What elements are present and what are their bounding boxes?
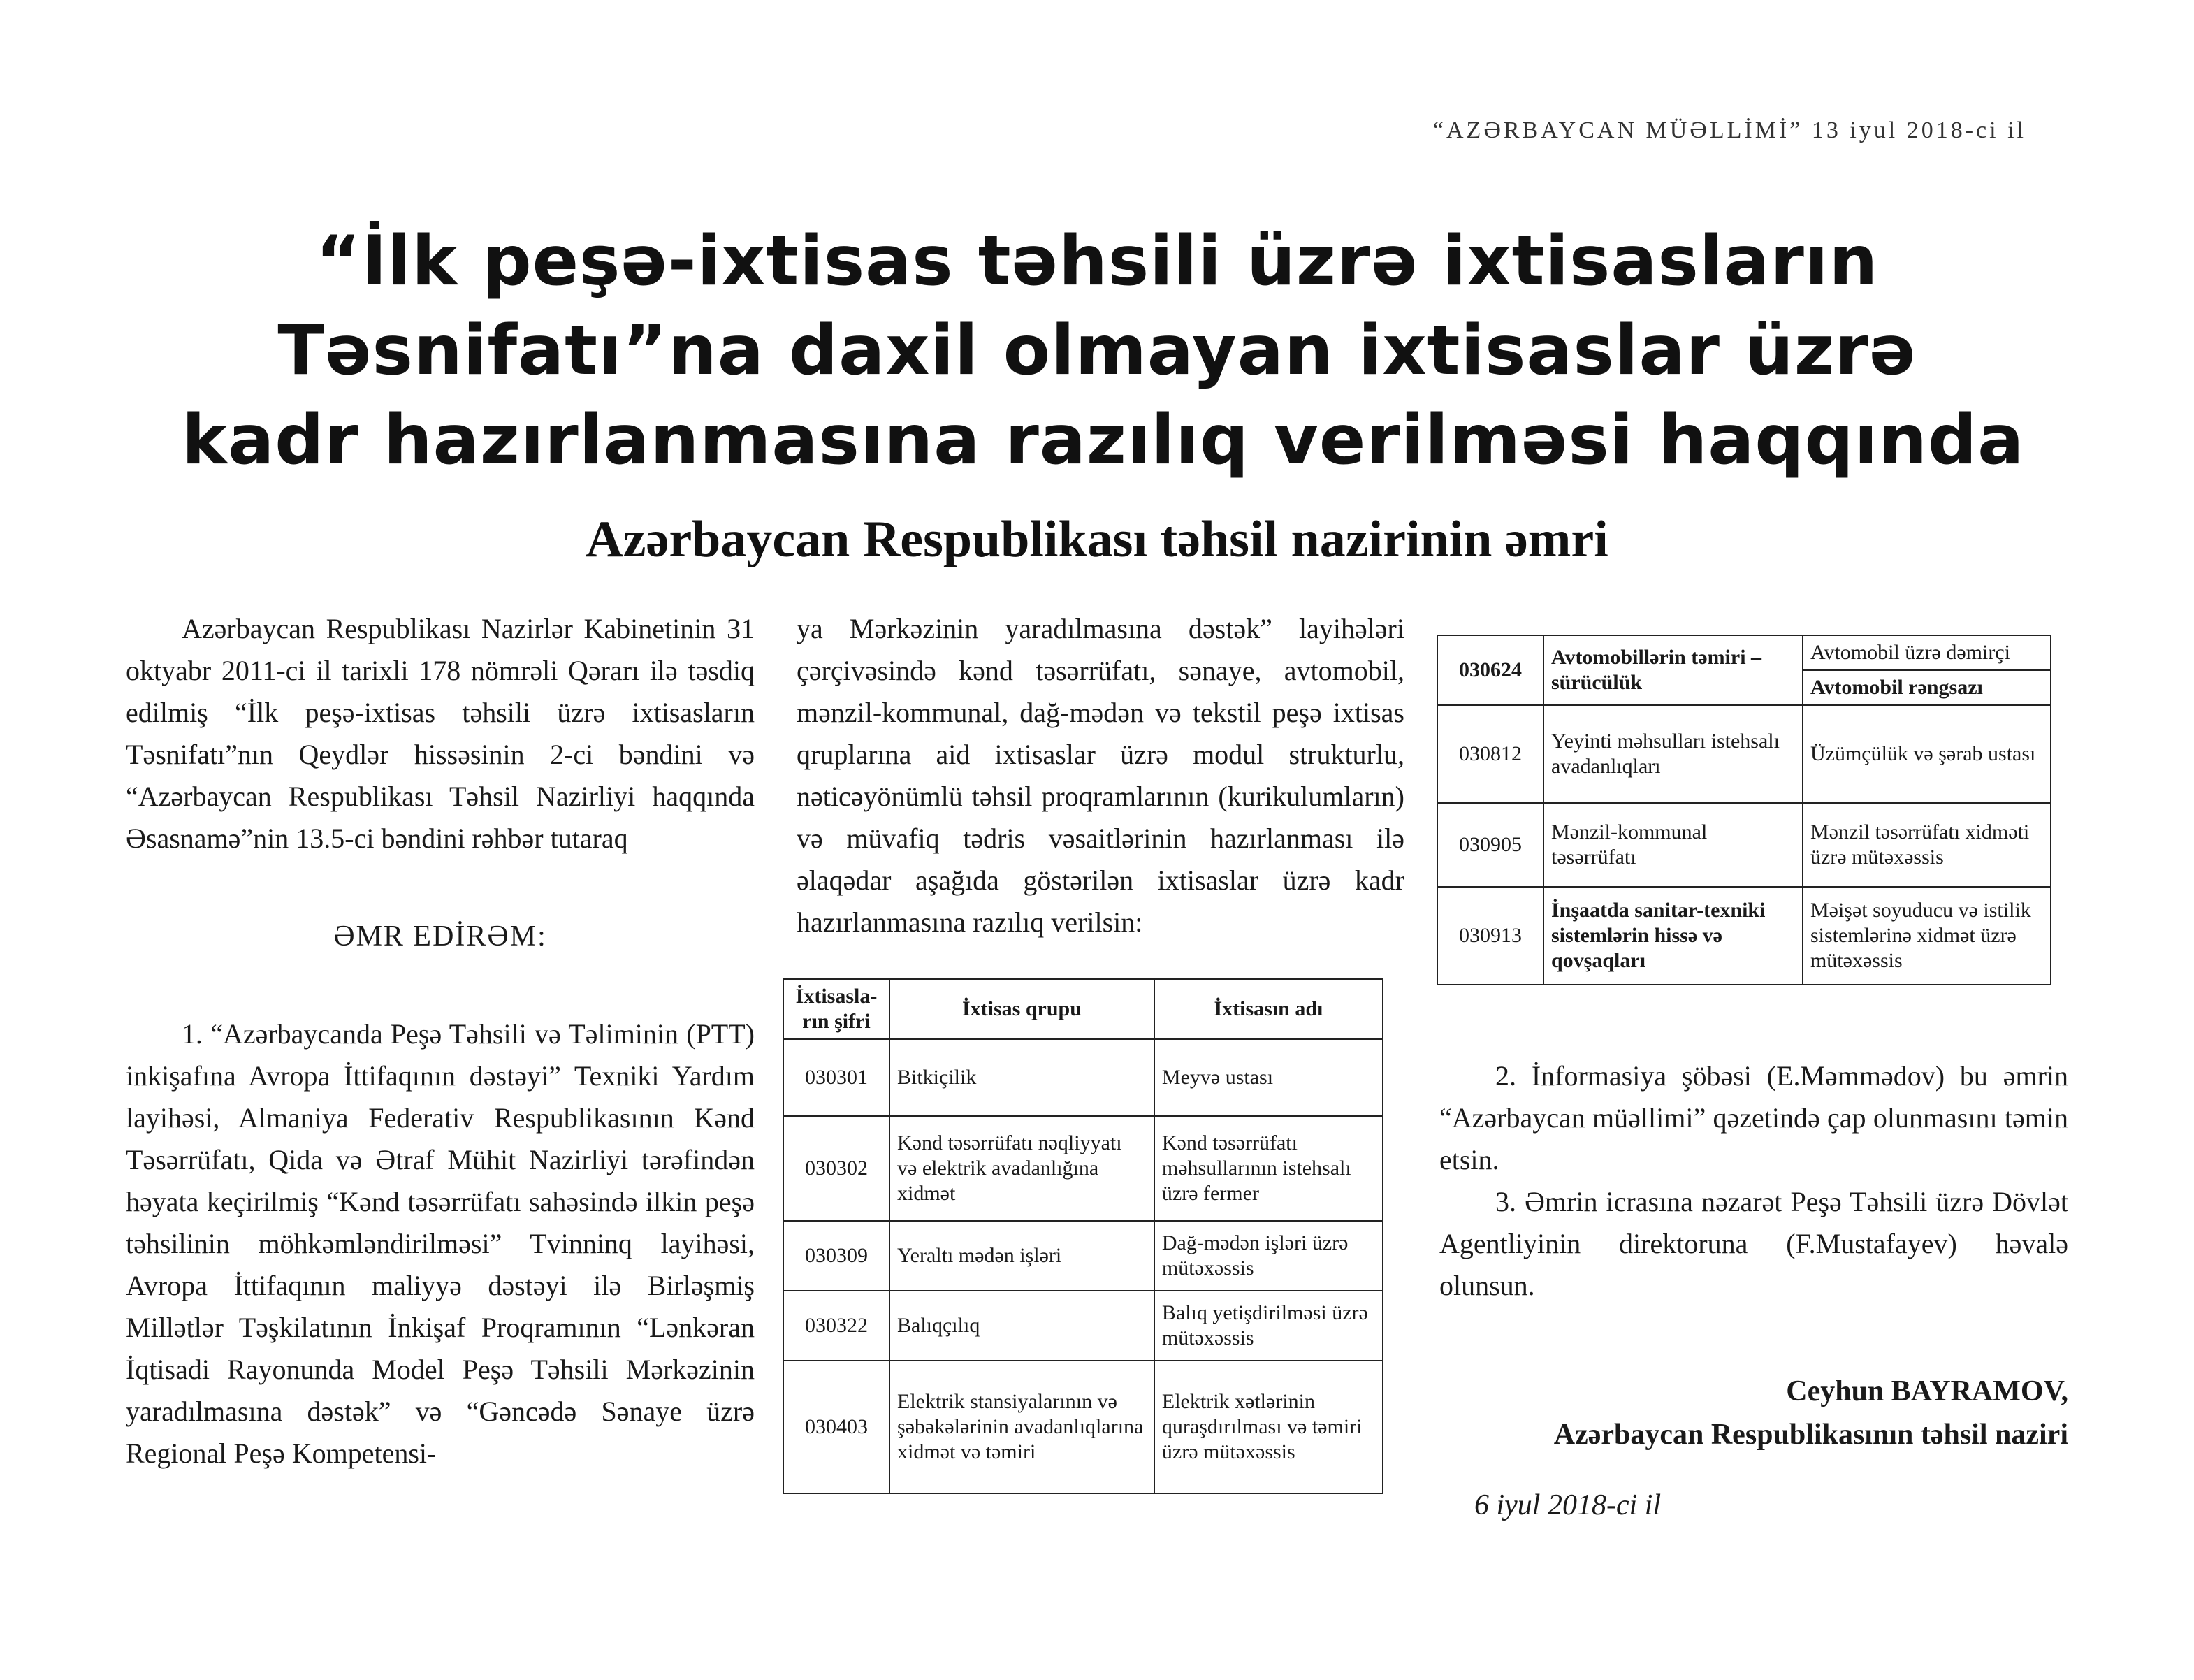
cell-code: 030403	[783, 1361, 889, 1493]
signatory-title: Azərbaycan Respublikasının təhsil naziri	[1553, 1419, 2068, 1451]
column-2	[797, 608, 1404, 943]
cell-name: Avtomobil rəngsazı	[1803, 670, 2051, 705]
table-row	[783, 1221, 1383, 1291]
intro-paragraph: Azərbaycan Respublikası Nazirlər Kabinetinin 31 oktyabr 2011-ci il tarixli 178 nömrəli Qərarı ilə təsdiq edilmiş “İlk peşə-ixtisas təhsili üzrə ixtisasların Təsnifatı”nın Qeydlər hissəsinin 2-ci bəndini və “Azərbaycan Respublikası Təhsil Nazirliyi haqqında Əsasnamə”nin 13.5-ci bəndini rəhbər tutaraq	[126, 613, 755, 854]
cell-group: Balıqçılıq	[889, 1291, 1154, 1361]
table-header-row	[783, 979, 1383, 1039]
header-code: İxtisasla-rın şifri	[783, 979, 889, 1039]
specialty-table-1	[783, 978, 1383, 1494]
signatory-name: Ceyhun BAYRAMOV,	[1786, 1375, 2068, 1407]
table-row	[1437, 803, 2051, 887]
cell-name: Elektrik xətlərinin quraşdırılması və təmiri üzrə mütəxəssis	[1154, 1361, 1383, 1493]
cell-name: Mənzil təsərrüfatı xidməti üzrə mütəxəssis	[1803, 803, 2051, 887]
cell-group: Bitkiçilik	[889, 1039, 1154, 1116]
table-row	[1437, 705, 2051, 803]
table-row	[1437, 635, 2051, 670]
cell-code: 030905	[1437, 803, 1543, 887]
signature-date: 6 iyul 2018-ci il	[1474, 1489, 1662, 1521]
table-row	[783, 1361, 1383, 1493]
continuation-paragraph: ya Mərkəzinin yaradılmasına dəstək” layihələri çərçivəsində kənd təsərrüfatı, sənaye, avtomobil, mənzil-kommunal, dağ-mədən və tekstil peşə ixtisas qruplarına aid ixtisaslar üzrə modul strukturlu, nəticəyönümlü təhsil proqramlarının (kurikulumların) və müvafiq tədris vəsaitlərinin hazırlanması ilə əlaqədar aşağıda göstərilən ixtisaslar üzrə kadr hazırlanmasına razılıq verilsin:	[797, 613, 1404, 938]
header-group: İxtisas qrupu	[889, 979, 1154, 1039]
cell-group: İnşaatda sanitar-texniki sistemlərin hissə və qovşaqları	[1543, 887, 1803, 985]
headline-line-1: “İlk peşə-ixtisas təhsili üzrə ixtisasların	[315, 222, 1879, 301]
cell-group: Mənzil-kommunal təsərrüfatı	[1543, 803, 1803, 887]
item-2-paragraph: 2. İnformasiya şöbəsi (E.Məmmədov) bu əmrin “Azərbaycan müəllimi” qəzetində çap olunmasını təmin etsin.	[1439, 1060, 2068, 1175]
header-name: İxtisasın adı	[1154, 979, 1383, 1039]
cell-group: Yeraltı mədən işləri	[889, 1221, 1154, 1291]
cell-code: 030322	[783, 1291, 889, 1361]
headline-line-3: kadr hazırlanmasına razılıq verilməsi haqqında	[182, 400, 2025, 480]
cell-code: 030913	[1437, 887, 1543, 985]
cell-name: Avtomobil üzrə dəmirçi	[1803, 635, 2051, 670]
headline-line-2: Təsnifatı”na daxil olmayan ixtisaslar üzrə	[277, 311, 1917, 391]
subhead: Azərbaycan Respublikası təhsil nazirinin əmri	[586, 511, 1608, 568]
cell-name: Məişət soyuducu və istilik sistemlərinə xidmət üzrə mütəxəssis	[1803, 887, 2051, 985]
cell-group: Kənd təsərrüfatı nəqliyyatı və elektrik avadanlığına xidmət	[889, 1116, 1154, 1221]
order-heading: ƏMR EDİRƏM:	[333, 920, 547, 953]
cell-group: Yeyinti məhsulları istehsalı avadanlıqları	[1543, 705, 1803, 803]
cell-code: 030812	[1437, 705, 1543, 803]
cell-name: Üzümçülük və şərab ustası	[1803, 705, 2051, 803]
table-row	[783, 1291, 1383, 1361]
cell-code: 030309	[783, 1221, 889, 1291]
cell-name: Meyvə ustası	[1154, 1039, 1383, 1116]
table-row	[1437, 887, 2051, 985]
cell-code: 030624	[1437, 635, 1543, 705]
item-1-paragraph: 1. “Azərbaycanda Peşə Təhsili və Təliminin (PTT) inkişafına Avropa İttifaqının dəstəyi” Texniki Yardım layihəsi, Almaniya Federativ Respublikasının Kənd Təsərrüfatı, Qida və Ətraf Mühit Nazirliyi tərəfindən həyata keçirilmiş “Kənd təsərrüfatı sahəsində ilkin peşə təhsilinin möhkəmləndirilməsi” Tvinninq layihəsi, Avropa İttifaqının maliyyə dəstəyi ilə Birləşmiş Millətlər Təşkilatının İnkişaf Proqramının “Lənkəran İqtisadi Rayonunda Model Peşə Təhsili Mərkəzinin yaradılmasına dəstək” və “Gəncədə Sənaye üzrə Regional Peşə Kompetensi-	[126, 1018, 755, 1469]
column-1	[126, 608, 755, 1475]
cell-group: Elektrik stansiyalarının və şəbəkələrinin avadanlıqlarına xidmət və təmiri	[889, 1361, 1154, 1493]
cell-name: Kənd təsərrüfatı məhsullarının istehsalı üzrə fermer	[1154, 1116, 1383, 1221]
headline	[182, 217, 2025, 485]
cell-code: 030302	[783, 1116, 889, 1221]
cell-name: Balıq yetişdirilməsi üzrə mütəxəssis	[1154, 1291, 1383, 1361]
cell-code: 030301	[783, 1039, 889, 1116]
cell-group: Avtomobillərin təmiri – sürücülük	[1543, 635, 1803, 705]
specialty-table-2	[1437, 635, 2051, 985]
signature-block	[1439, 1370, 2068, 1456]
table-row	[783, 1116, 1383, 1221]
item-3-paragraph: 3. Əmrin icrasına nəzarət Peşə Təhsili üzrə Dövlət Agentliyinin direktoruna (F.Mustafayev) həvalə olunsun.	[1439, 1186, 2068, 1301]
table-row	[783, 1039, 1383, 1116]
column-3	[1439, 1055, 2068, 1307]
cell-name: Dağ-mədən işləri üzrə mütəxəssis	[1154, 1221, 1383, 1291]
masthead: “AZƏRBAYCAN MÜƏLLİMİ” 13 iyul 2018-ci il	[1432, 117, 2026, 143]
